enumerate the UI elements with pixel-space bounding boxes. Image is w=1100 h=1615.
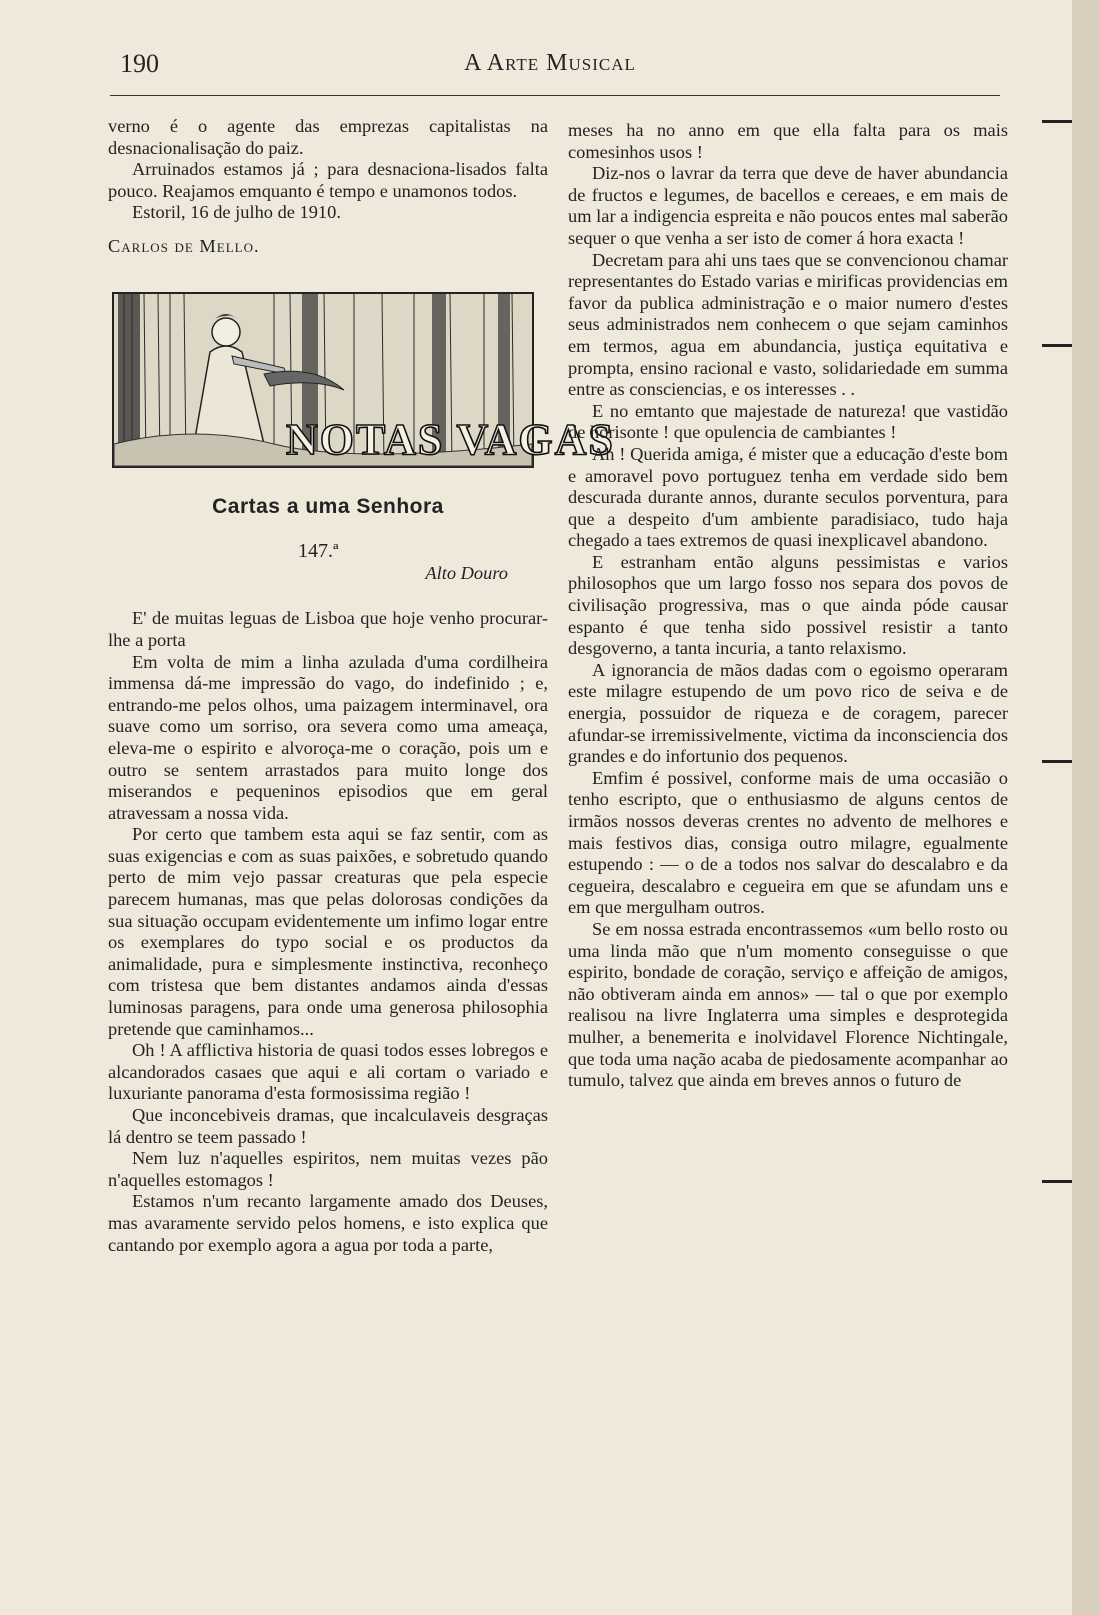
page-number: 190 bbox=[120, 49, 159, 78]
paragraph: Que inconcebiveis dramas, que incalculaveis desgraças lá dentro se teem passado ! bbox=[108, 1105, 548, 1147]
binding-mark bbox=[1042, 344, 1072, 347]
paragraph: A ignorancia de mãos dadas com o egoismo operaram este milagre estupendo de um povo rico de seiva e de energia, possuidor de riqueza e de coragem, parecer afundar-se irremissivelmente, victima da inconsciencia dos grandes e do infortunio dos pequenos. bbox=[568, 659, 1008, 767]
paragraph: verno é o agente das emprezas capitalistas na desnacionalisação do paiz. bbox=[108, 116, 548, 158]
paragraph: E estranham então alguns pessimistas e varios philosophos que um largo fosso nos separa dos povos de civilisação progressiva, mas o que ainda póde causar espanto é que tenha sido possivel resistir a tanto desgoverno, a tanta incuria, a tanto relaxismo. bbox=[568, 551, 1008, 659]
page-header bbox=[0, 45, 1072, 85]
running-title: A Arte Musical bbox=[464, 50, 636, 76]
paragraph: meses ha no anno em que ella falta para os mais comesinhos usos ! bbox=[568, 120, 1008, 162]
section-title: Cartas a uma Senhora bbox=[212, 494, 444, 518]
paragraph: Em volta de mim a linha azulada d'uma cordilheira immensa dá-me impressão do vago, do indefinido ; e, entrando-me pelos olhos, uma paizagem interminavel, ora suave como um sorriso, ora severa como uma ameaça, eleva-me o espirito e alvoroça-me o coração, pois um e outro se sentem arrastados para muito longe dos miserandos e pequeninos episodios que em geral atravessam a nossa vida. bbox=[108, 651, 548, 823]
paragraph: E no emtanto que majestade de natureza! que vastidão de horisonte ! que opulencia de cambiantes ! bbox=[568, 400, 1008, 443]
letter-number: 147.ª bbox=[298, 540, 339, 563]
paragraph: Se em nossa estrada encontrassemos «um bello rosto ou uma linda mão que n'um momento conseguisse o que espirito, bondade de coração, serviço e affeição de amigos, não obtiveram ainda em annos» — tal o que por exemplo realisou na livre Inglaterra uma simples e desprotegida mulher, a benemerita e inolvidavel Florence Nichtingale, que toda uma nação acaba de piedosamente acompanhar ao tumulo, talvez que ainda em breves annos o futuro de bbox=[568, 918, 1008, 1091]
paragraph: Nem luz n'aquelles espiritos, nem muitas vezes pão n'aquelles estomagos ! bbox=[108, 1148, 548, 1190]
author-signature: Carlos de Mello. bbox=[108, 235, 260, 256]
letter-place: Alto Douro bbox=[425, 562, 508, 583]
binding-mark bbox=[1042, 1180, 1072, 1183]
paragraph: Arruinados estamos já ; para desnaciona-lisados falta pouco. Reajamos emquanto é tempo e unamonos todos. bbox=[108, 159, 548, 201]
binding-mark bbox=[1042, 120, 1072, 123]
paragraph: Por certo que tambem esta aqui se faz sentir, com as suas exigencias e com as suas paixões, e sobretudo quando perto de mim vejo passar creaturas que pela especie parecem humanas, mas que pelas dolorosas condições da sua situação occupam evidentemente um infimo logar entre os exemplares do typo social e os productos da animalidade, pura e simplesmente instinctiva, reconheço com tristesa que bem distantes andamos ainda d'essas luminosas paragens, para onde uma generosa philosophia pretende que caminhamos... bbox=[108, 824, 548, 1039]
page-edge bbox=[1072, 0, 1100, 1615]
paragraph: Decretam para ahi uns taes que se convencionou chamar representantes do Estado varias e mirificas providencias em favor da publica administração e o maior numero d'estes seus administrados nem conhecem o que sejam caminhos em termos, agua em abundancia, justiça equitativa e prompta, ensino racional e vasto, solidariedade em summa entre as consciencias, e os interesses . . bbox=[568, 249, 1008, 400]
paragraph: Estamos n'um recanto largamente amado dos Deuses, mas avaramente servido pelos homens, e isto explica que cantando por exemplo agora a agua por toda a parte, bbox=[108, 1191, 548, 1255]
header-rule bbox=[110, 95, 1000, 96]
paragraph: Oh ! A afflictiva historia de quasi todos esses lobregos e alcandorados casaes que aqui e ali cortam o variado e luxuriante panorama d'esta formosissima região ! bbox=[108, 1040, 548, 1104]
paragraph: Ah ! Querida amiga, é mister que a educação d'este bom e amoravel povo portuguez tenha em verdade sido bem descurada durante annos, durante seculos porventura, para que a despeito d'um ambiente paradisiaco, tudo haja chegado a taes extremos de quasi inexplicavel abandono. bbox=[568, 443, 1008, 551]
vignette-title: NOTAS VAGAS bbox=[286, 414, 615, 464]
forest-illustration bbox=[114, 294, 615, 466]
binding-mark bbox=[1042, 760, 1072, 763]
paragraph: Emfim é possivel, conforme mais de uma occasião o tenho escripto, que o enthusiasmo de alguns centos de irmãos nossos deveras crentes no advento de melhores e mais festivos dias, consiga outro milagre, egualmente estupendo : — o de a todos nos salvar do descalabro e da cegueira, descalabro e cegueira em que se afundam uns e em que mergulham outros. bbox=[568, 767, 1008, 918]
dateline: Estoril, 16 de julho de 1910. bbox=[132, 202, 341, 223]
notas-vagas-vignette bbox=[112, 292, 615, 468]
paragraph: Diz-nos o lavrar da terra que deve de haver abundancia de fructos e legumes, de bacellos e cereaes, e em mais de um lar a indigencia espreita e não poucos entes mal saberão sequer o que venha a ser isto de comer á hora exacta ! bbox=[568, 163, 1008, 248]
left-column bbox=[108, 116, 615, 1256]
right-column bbox=[568, 120, 1008, 1092]
paragraph: E' de muitas leguas de Lisboa que hoje venho procurar-lhe a porta bbox=[108, 608, 548, 650]
